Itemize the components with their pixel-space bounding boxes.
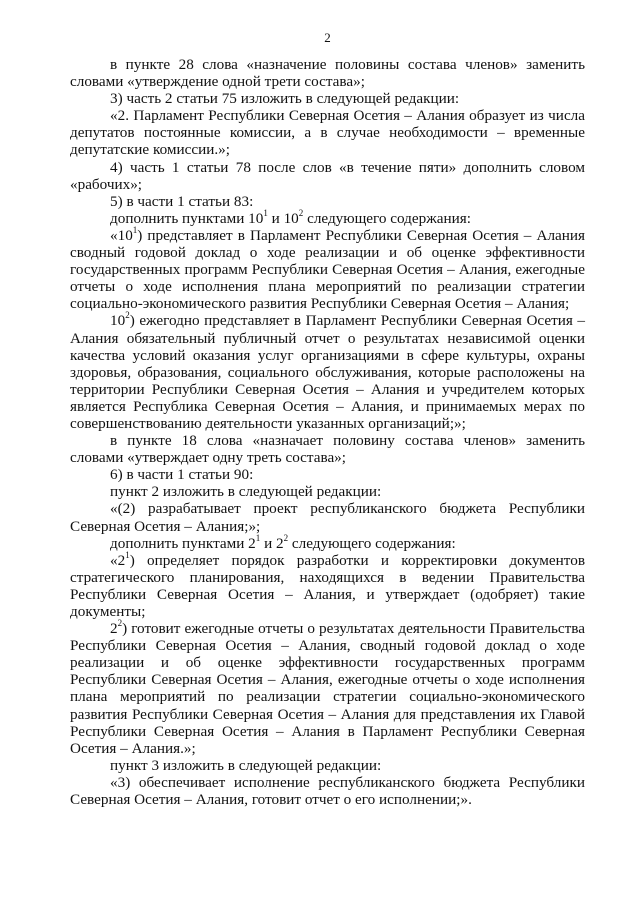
paragraph: в пункте 28 слова «назначение половины состава членов» заменить словами «утверждение одной трети состава»; — [70, 56, 585, 91]
paragraph: в пункте 18 слова «назначает половину состава членов» заменить словами «утверждает одну треть состава»; — [70, 432, 585, 467]
paragraph: 6) в части 1 статьи 90: — [110, 466, 254, 484]
paragraph: дополнить пунктами $2^1$ и $2^2$ следующего содержания: — [110, 532, 456, 552]
page-number: 2 — [324, 30, 331, 45]
paragraph: пункт 3 изложить в следующей редакции: — [110, 756, 382, 774]
paragraph: $10^2$) ежегодно представляет в Парламент Республики Северная Осетия – Алания обязательный публичный отчет о результатах независимой оценки качества условий оказания услуг организациями в сфере культуры, охраны здоровья, образования, социального обслуживания, которые расположены на территории Республики Северная Осетия – Алания и учредителем которых является Республика Северная Осетия – Алания, и принимаемых мерах по совершенствованию деятельности указанных организаций;»; — [70, 310, 585, 432]
paragraph: «(2) разрабатывает проект республиканского бюджета Республики Северная Осетия – Алания;»; — [70, 500, 585, 535]
paragraph: пункт 2 изложить в следующей редакции: — [110, 483, 382, 501]
paragraph: «3) обеспечивает исполнение республиканского бюджета Республики Северная Осетия – Алания, готовит отчет о его исполнении;». — [70, 773, 585, 809]
paragraph: дополнить пунктами $10^1$ и $10^2$ следующего содержания: — [110, 207, 471, 227]
paragraph: 4) часть 1 статьи 78 после слов «в течение пяти» дополнить словом «рабочих»; — [70, 158, 585, 193]
document-body — [70, 56, 585, 808]
paragraph: 5) в части 1 статьи 83: — [110, 192, 254, 210]
paragraph: «$10^1$) представляет в Парламент Республики Северная Осетия – Алания сводный годовой доклад о ходе реализации и об оценке эффективности государственных программ Республики Северная Осетия – Алания, ежегодные отчеты о ходе исполнения плана мероприятий по реализации стратегии социально-экономического развития Республики Северная Осетия – Алания; — [70, 224, 585, 313]
paragraph: $2^2$) готовит ежегодные отчеты о результатах деятельности Правительства Республики Северная Осетия – Алания, сводный годовой доклад о ходе реализации и об оценке эффективности государственных программ Республики Северная Осетия – Алания, ежегодные отчеты о ходе исполнения плана мероприятий по реализации стратегии социально-экономического развития Республики Северная Осетия – Алания для представления их Главой Республики Северная Осетия – Алания в Парламент Республики Северная Осетия – Алания.»; — [70, 618, 585, 757]
paragraph: «2. Парламент Республики Северная Осетия – Алания образует из числа депутатов постоянные комиссии, а в случае необходимости – временные депутатские комиссии.»; — [70, 107, 585, 159]
paragraph: 3) часть 2 статьи 75 изложить в следующей редакции: — [110, 90, 460, 108]
paragraph: «$2^1$) определяет порядок разработки и корректировки документов стратегического планирования, находящихся в ведении Правительства Республики Северная Осетия – Алания, и утверждает (одобряет) такие документы; — [70, 549, 585, 620]
